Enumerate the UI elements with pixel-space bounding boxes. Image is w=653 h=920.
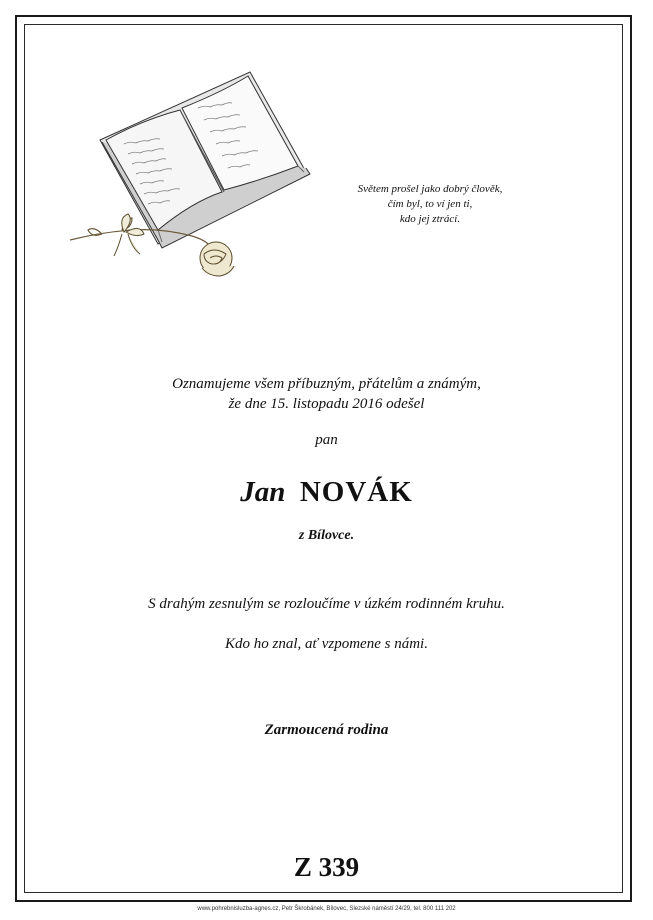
announcement (0, 374, 653, 414)
deceased-name (0, 476, 653, 509)
remember-text: Kdo ho znal, ať vzpomene s námi. (225, 636, 428, 652)
announcement-line: Oznamujeme všem příbuzným, přátelům a známým, (172, 376, 481, 392)
announcement-line: že dne 15. listopadu 2016 odešel (228, 396, 425, 412)
verse-line: kdo jej ztrácí. (399, 213, 461, 225)
last-name: NOVÁK (299, 476, 413, 508)
footer-imprint: www.pohrebnisluzba-agnes.cz, Petr Škrobánek, Bílovec, Slezské náměstí 24/29, tel. 800 111 202 (197, 906, 456, 912)
memorial-verse (330, 182, 530, 227)
first-name: Jan (240, 476, 286, 508)
book-and-rose-illustration (62, 62, 322, 292)
signature: Zarmoucená rodina (264, 722, 389, 738)
title-word: pan (315, 432, 338, 448)
origin-town: z Bílovce. (298, 528, 355, 543)
notice-code: Z 339 (293, 852, 360, 882)
verse-line: Světem prošel jako dobrý člověk, (357, 183, 503, 195)
verse-line: čím byl, to ví jen ti, (387, 198, 473, 210)
farewell-text: S drahým zesnulým se rozloučíme v úzkém rodinném kruhu. (148, 596, 505, 612)
